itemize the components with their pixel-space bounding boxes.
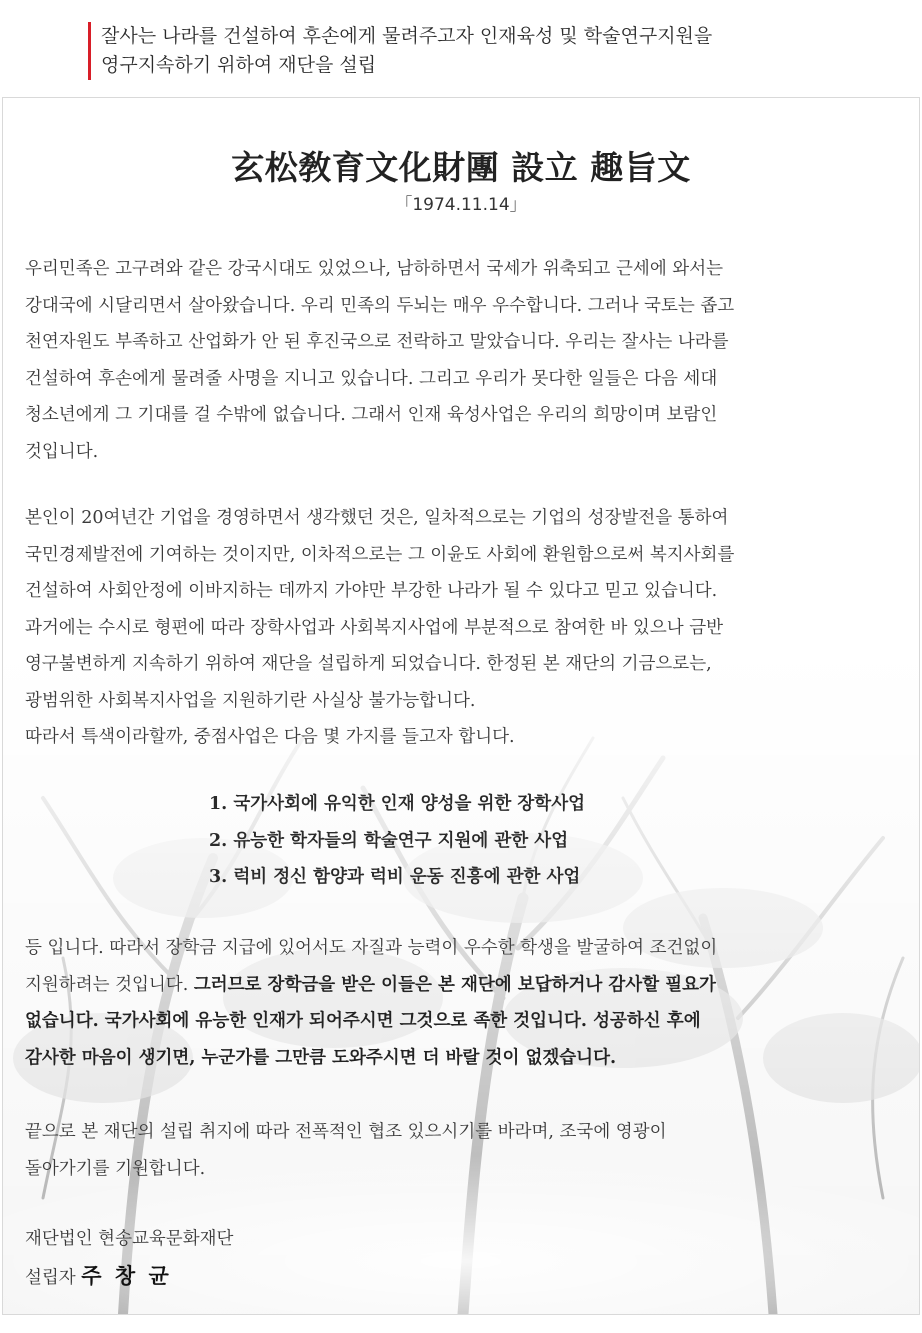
- text-line: 끝으로 본 재단의 설립 취지에 따라 전폭적인 협조 있으시기를 바라며, 조국에 영광이: [25, 1122, 667, 1142]
- list-item: 1. 국가사회에 유익한 인재 양성을 위한 장학사업: [209, 794, 586, 814]
- paragraph-4: [25, 1114, 905, 1187]
- text-line: 천연자원도 부족하고 산업화가 안 된 후진국으로 전락하고 말았습니다. 우리는 잘사는 나라를: [25, 332, 729, 352]
- document-date: 「1974.11.14」: [395, 195, 527, 215]
- document-content: [3, 98, 919, 1314]
- document-frame: [2, 97, 920, 1315]
- text-line: [25, 967, 905, 1004]
- signature-block: [25, 1221, 905, 1296]
- founder-name: 주 창 균: [81, 1262, 172, 1288]
- text-line: 돌아가기를 기원합니다.: [25, 1158, 206, 1179]
- text-line: 영구불변하게 지속하기 위하여 재단을 설립하게 되었습니다. 한정된 본 재단의 기금으로는,: [25, 654, 712, 674]
- header-quote: [88, 22, 901, 80]
- founder-label: 설립자: [25, 1267, 82, 1288]
- text-line: [25, 1040, 905, 1077]
- text-line: 청소년에게 그 기대를 걸 수밖에 없습니다. 그래서 인재 육성사업은 우리의 희망이며 보람인: [25, 405, 718, 425]
- text-line: 것입니다.: [25, 441, 99, 462]
- text-line: 국민경제발전에 기여하는 것이지만, 이차적으로는 그 이윤도 사회에 환원함으로써 복지사회를: [25, 544, 735, 565]
- text-line: 과거에는 수시로 형편에 따라 장학사업과 사회복지사업에 부분적으로 참여한 바 있으나 금반: [25, 617, 724, 638]
- emphasis-text: 그러므로 장학금을 받은 이들은 본 재단에 보답하거나 감사할 필요가: [193, 974, 716, 995]
- list-item: 3. 럭비 정신 함양과 럭비 운동 진흥에 관한 사업: [209, 867, 581, 887]
- key-projects-list: [209, 786, 809, 896]
- text-line: 건설하여 사회안정에 이바지하는 데까지 가야만 부강한 나라가 될 수 있다고 믿고 있습니다.: [25, 581, 718, 601]
- text-line: 건설하여 후손에게 물려줄 사명을 지니고 있습니다. 그리고 우리가 못다한 일들은 다음 세대: [25, 368, 718, 389]
- foundation-name: 재단법인 현송교육문화재단: [25, 1229, 234, 1249]
- text-line: 광범위한 사회복지사업을 지원하기란 사실상 불가능합니다.: [25, 690, 476, 711]
- text-line: 등 입니다. 따라서 장학금 지급에 있어서도 자질과 능력이 우수한 학생을 발굴하여 조건없이: [25, 938, 718, 958]
- paragraph-2: [25, 500, 905, 756]
- list-item: 2. 유능한 학자들의 학술연구 지원에 관한 사업: [209, 830, 569, 851]
- document-title: 玄松敎育文化財團 設立 趣旨文: [231, 148, 691, 187]
- paragraph-1: [25, 251, 905, 470]
- text-line: 본인이 20여년간 기업을 경영하면서 생각했던 것은, 일차적으로는 기업의 성장발전을 통하여: [25, 508, 729, 528]
- text-line: 강대국에 시달리면서 살아왔습니다. 우리 민족의 두뇌는 매우 우수합니다. 그러나 국토는 좁고: [25, 295, 735, 316]
- emphasis-text: 없습니다. 국가사회에 유능한 인재가 되어주시면 그것으로 족한 것입니다. 성공하신 후에: [25, 1011, 701, 1031]
- text-span: 지원하려는 것입니다.: [25, 974, 194, 995]
- founder-line: [25, 1258, 905, 1297]
- emphasis-text: 감사한 마음이 생기면, 누군가를 그만큼 도와주시면 더 바랄 것이 없겠습니다.: [25, 1047, 617, 1068]
- text-line: 따라서 특색이라할까, 중점사업은 다음 몇 가지를 들고자 합니다.: [25, 727, 515, 747]
- paragraph-3: [25, 930, 905, 1076]
- header-quote-line: 잘사는 나라를 건설하여 후손에게 물려주고자 인재육성 및 학술연구지원을: [101, 25, 713, 47]
- header-quote-line: 영구지속하기 위하여 재단을 설립: [101, 54, 377, 76]
- text-line: [25, 1003, 905, 1040]
- text-line: 우리민족은 고구려와 같은 강국시대도 있었으나, 남하하면서 국세가 위축되고 근세에 와서는: [25, 259, 724, 279]
